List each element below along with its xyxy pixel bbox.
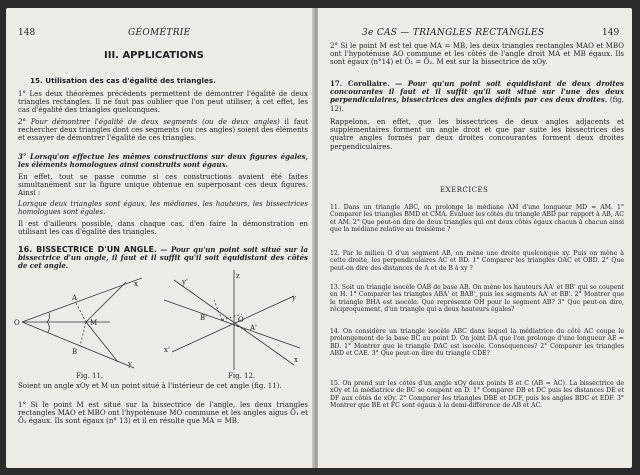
subsection-16-statement: — Pour qu'un point soit situé sur la bissectrice d'un angle, il faut et il suffit qu'il soit équidistant des côtés de cet angle. [18, 245, 308, 271]
paragraph-6: Il est d'ailleurs possible, dans chaque cas, d'en faire la démonstration en utilisant les cas d'égalité des triangles. [18, 220, 308, 237]
figures [14, 270, 306, 380]
fig11-label-A: A [72, 294, 78, 302]
paragraph-8: 1° Si le point M est situé sur la bissectrice de l'angle, les deux triangles rectangles MAO et MBO ont l'hypoténuse MO commune et les angles aigus Ô₁ et Ô₂ égaux. Ils sont égaux (n° 13) et il en résulte que MA = MB. [18, 401, 308, 426]
paragraph-1: 1° Les deux théorèmes précédents permettent de démontrer l'égalité de deux triangles rectangles. Il ne faut pas oublier que l'on peut utiliser, à cet effet, les cas d'égalité des triangles quelconques. [18, 90, 308, 115]
exercise-12: 12. Par le milieu O d'un segment AB, on mène une droite quelconque xy. Puis on mène à cette droite, les perpendiculaires AC et BD. 1° Comparer les triangles OAC et OBD. 2° Que peut-on dire des distances de A et de B à xy ? [330, 250, 624, 272]
paragraph-3: 3° Lorsqu'on effectue les mêmes constructions sur deux figures égales, les éléments homologues ainsi construits sont égaux. [18, 152, 308, 170]
corollary [330, 80, 624, 113]
fig12-label-z: z [236, 272, 240, 280]
subsection-16-title: 16. BISSECTRICE D'UN ANGLE. [18, 245, 157, 254]
running-head-left: GÉOMÉTRIE [128, 28, 191, 38]
corollary-ref: (fig. 12). [330, 96, 624, 113]
subsection-16 [18, 246, 308, 271]
fig12-caption: Fig. 12. [228, 372, 256, 380]
exercise-14: 14. On considère un triangle isocèle ABC dans lequel la médiatrice du côté AC coupe le prolongement de la base BC au point D. On joint DA que l'on prolonge d'une longueur AE = BD. 1° Montrer que le triangle DAC est isocèle. Conséquences? 2° Comparer les triangles ABD et CAE. 3° Que peut-on dire du triangle CDE? [330, 328, 624, 357]
subsection-15-title: 15. Utilisation des cas d'égalité des triangles. [30, 76, 216, 85]
fig12-label-x1: x' [164, 346, 170, 354]
figure-11-labels [14, 280, 138, 380]
fig11-label-B: B [72, 348, 78, 356]
paragraph-r1: 2° Si le point M est tel que MA = MB, les deux triangles rectangles MAO et MBO ont l'hypoténuse AO commune et les côtés de l'angle droit MA et MB égaux. Ils sont égaux (n°14) et Ô₁ = Ô₂. M est sur la bissectrice de xOy. [330, 42, 624, 67]
fig11-label-O: O [14, 319, 20, 327]
left-page [6, 8, 314, 468]
fig11-caption: Fig. 11. [76, 372, 104, 380]
running-head-right: 3e CAS — TRIANGLES RECTANGLES [362, 28, 545, 38]
exercise-13: 13. Soit un triangle isocèle OAB de base AB. On mène les hauteurs AA' et BB' qui se coupent en H. 1° Comparer les triangles ABA' et BAB', puis les segments AA' et BB'. 2° Montrer que le triangle BHA est isocèle. Que représente OH pour le segment AB? 3° Que peut-on dire, réciproquement, d'un triangle qui a deux hauteurs égales? [330, 284, 624, 313]
paragraph-2-rest: il faut rechercher deux triangles dont ces segments (ou ces angles) soient des éléments et essayer de démontrer l'égalité de ces triangles. [18, 118, 308, 143]
paragraph-2-italic: 2° Pour démontrer l'égalité de deux segments (ou de deux angles) [18, 118, 280, 126]
corollary-text: — Pour qu'un point soit équidistant de deux droites concourantes il faut et il suffit qu'il soit situé sur l'une des deux perpendiculaires, bissectrices des angles définis par ces deux droites. [330, 79, 624, 105]
figure-11 [22, 278, 142, 368]
fig12-label-B: B' [200, 314, 208, 322]
right-page [318, 8, 632, 468]
page-number-right: 149 [602, 28, 620, 38]
fig11-label-M: M [90, 319, 98, 327]
fig12-label-y1: y' [182, 278, 188, 286]
fig12-label-x: x [294, 356, 298, 364]
paragraph-2 [18, 118, 308, 143]
fig12-label-y: y [292, 294, 296, 302]
fig12-label-A: A' [250, 324, 257, 332]
paragraph-5: Lorsque deux triangles sont égaux, les médianes, les hauteurs, les bissectrices homologues sont égales. [18, 200, 308, 217]
page-number-left: 148 [18, 28, 36, 38]
paragraph-4: En effet, tout se passe comme si ces constructions avaient été faites simultanément sur la figure unique obtenue en superposant ces deux figures. Ainsi : [18, 173, 308, 198]
paragraph-7: Soient un angle xOy et M un point situé à l'intérieur de cet angle (fig. 11). [18, 382, 282, 390]
section-title: III. APPLICATIONS [104, 50, 204, 61]
paragraph-r2: Rappelons, en effet, que les bissectrices de deux angles adjacents et supplémentaires forment un angle droit et que par suite les bissectrices des quatre angles formés par deux droites concourantes forment deux droites perpendiculaires. [330, 118, 624, 151]
fig11-label-x: x [134, 280, 138, 288]
exercise-15: 15. On prend sur les côtés d'un angle xOy deux points B et C (AB = AC). La bissectrice de xOy et la médiatrice de BC se coupent en D. 1° Comparer DB et DC puis les distances DE et DF aux côtés de xOy. 2° Comparer les triangles DBE et DCF, puis les angles BDC et EDF. 3° Montrer que BE et FC sont égaux à la demi-différence de AB et AC. [330, 380, 624, 409]
exercise-11: 11. Dans un triangle ABC, on prolonge la médiane AM d'une longueur MD = AM. 1° Comparer les triangles BMD et CMA. Évaluer les côtés du triangle ABD par rapport à AB, AC et AM. 2° Que peut-on dire de deux triangles qui ont deux côtés égaux chacun à chacun ainsi que la médiane relative au troisième ? [330, 204, 624, 233]
fig11-label-y: y [128, 360, 132, 368]
exercises-title: EXERCICES [440, 186, 489, 194]
fig12-label-O: O [238, 316, 244, 324]
figure-12-labels [164, 272, 298, 380]
corollary-label: 17. Corollaire. [330, 79, 390, 88]
